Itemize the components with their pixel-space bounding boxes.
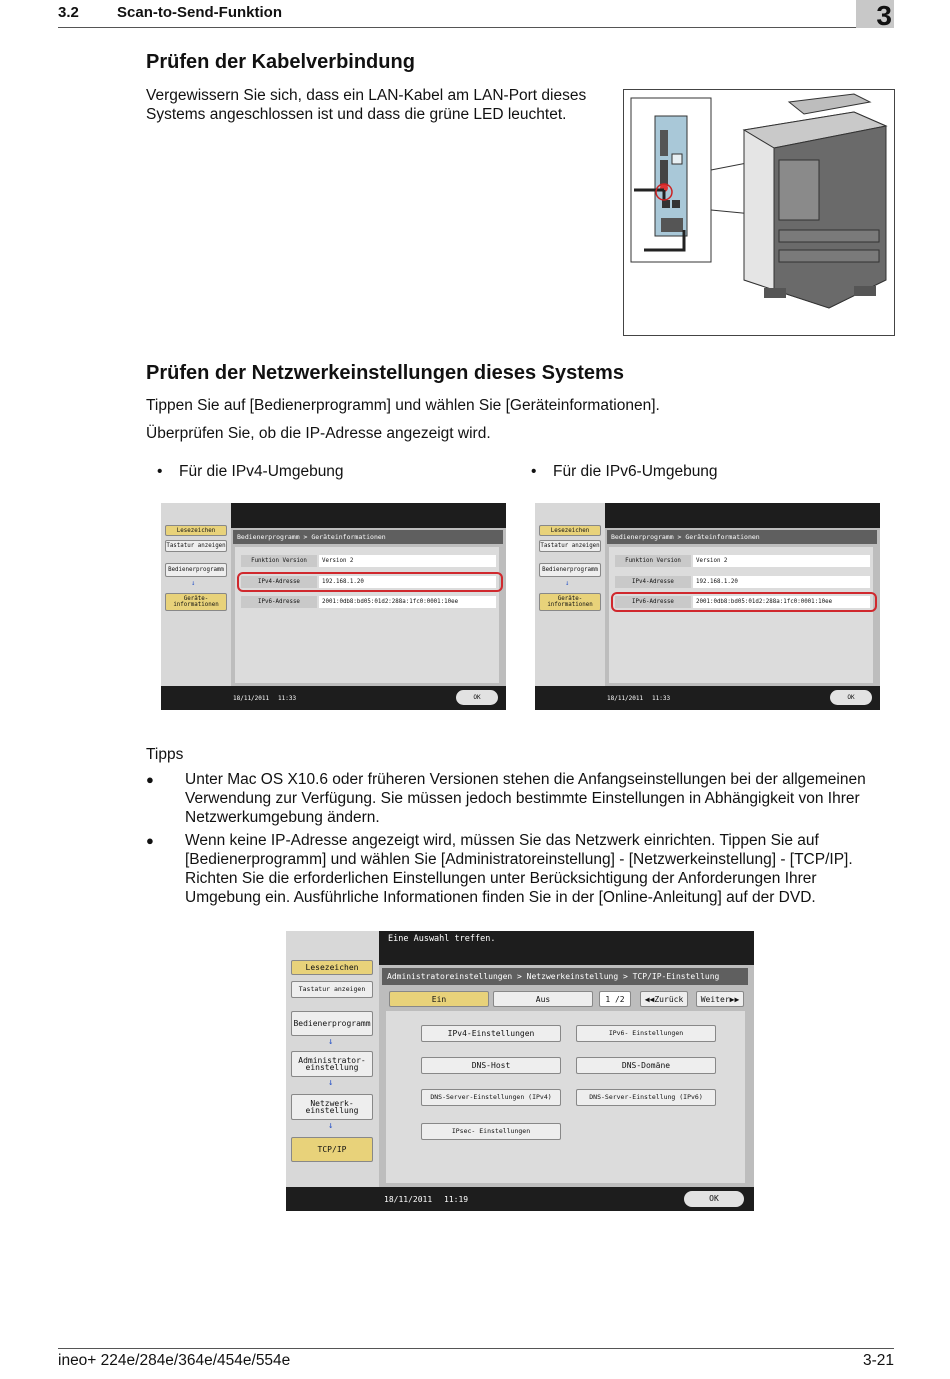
down-arrow-icon: ↓ (328, 1121, 334, 1131)
row-label: IPv4-Adresse (241, 576, 317, 588)
dns-domaene-button[interactable]: DNS-Domäne (576, 1057, 716, 1074)
tip-bullet: ● (146, 833, 154, 848)
tastatur-button[interactable]: Tastatur anzeigen (165, 540, 227, 552)
network-heading: Prüfen der Netzwerkeinstellungen dieses Systems (146, 362, 624, 384)
screen-hint: Eine Auswahl treffen. (388, 934, 496, 944)
lesezeichen-button[interactable]: Lesezeichen (291, 960, 373, 975)
info-panel (235, 547, 499, 683)
row-value: 192.168.1.20 (319, 576, 496, 588)
header-rule (58, 27, 894, 28)
highlight-ipv6 (611, 592, 877, 612)
screen-breadcrumb: Administratoreinstellungen > Netzwerkeinstellung > TCP/IP-Einstellung (382, 968, 748, 985)
zurueck-button[interactable]: ◀◀Zurück (640, 991, 688, 1007)
down-arrow-icon: ↓ (191, 579, 196, 587)
dns-server-ipv6-button[interactable]: DNS-Server-Einstellung (IPv6) (576, 1089, 716, 1106)
down-arrow-icon: ↓ (328, 1037, 334, 1047)
down-arrow-icon: ↓ (565, 579, 570, 587)
row-value: Version 2 (693, 555, 870, 567)
status-bar (161, 686, 506, 710)
cable-heading: Prüfen der Kabelverbindung (146, 51, 415, 73)
row-ipv4 (615, 576, 870, 588)
bedienerprogramm-button[interactable]: Bedienerprogramm (165, 563, 227, 577)
screen-breadcrumb: Bedienerprogramm > Geräteinformationen (233, 530, 503, 544)
status-bar (286, 1187, 754, 1211)
row-label: Funktion Version (241, 555, 317, 567)
bedienerprogramm-button[interactable]: Bedienerprogramm (539, 563, 601, 577)
weiter-button[interactable]: Weiter▶▶ (696, 991, 744, 1007)
dns-server-ipv4-button[interactable]: DNS-Server-Einstellungen (IPv4) (421, 1089, 561, 1106)
row-value: Version 2 (319, 555, 496, 567)
status-date: 18/11/2011 (233, 695, 270, 702)
administratoreinstellung-button[interactable]: Administrator- einstellung (291, 1051, 373, 1077)
geraeteinformationen-button[interactable]: Geräte- informationen (539, 593, 601, 611)
tip-text-2: Wenn keine IP-Adresse angezeigt wird, müssen Sie das Netzwerk einrichten. Tippen Sie auf [Bedienerprogramm] und wählen Sie [Administratoreinstellung] - [Netzwerkeinstellung] - [TCP/IP]. Richten Sie die erforderlichen Einstellungen unter Berücksichtigung der Anforderungen Ihrer Umgebung ein. Ausführliche Informationen finden Sie in der [Online-Anleitung] auf der DVD. (185, 832, 853, 906)
cable-text-line-1: Vergewissern Sie sich, dass ein LAN-Kabel am LAN-Port dieses (146, 87, 587, 104)
status-date: 18/11/2011 (384, 1195, 433, 1204)
network-text-1: Tippen Sie auf [Bedienerprogramm] und wählen Sie [Geräteinformationen]. (146, 397, 660, 414)
screenshot-ipv6 (535, 503, 880, 710)
bullet-ipv6-text: Für die IPv6-Umgebung (553, 463, 718, 480)
highlight-ipv4 (237, 572, 503, 592)
chapter-tab (856, 0, 894, 31)
bullet-marker: • (531, 463, 537, 480)
ok-button[interactable]: OK (456, 690, 498, 705)
bullet-ipv4-text: Für die IPv4-Umgebung (179, 463, 344, 480)
down-arrow-icon: ↓ (328, 1078, 334, 1088)
row-value: 2001:0db8:bd05:01d2:288a:1fc0:0001:10ee (693, 596, 870, 608)
bedienerprogramm-button[interactable]: Bedienerprogramm (291, 1011, 373, 1036)
netzwerkeinstellung-button[interactable]: Netzwerk- einstellung (291, 1094, 373, 1120)
info-panel (609, 547, 873, 683)
row-value: 192.168.1.20 (693, 576, 870, 588)
ipv4-einstellungen-button[interactable]: IPv4-Einstellungen (421, 1025, 561, 1042)
row-version (615, 555, 870, 567)
status-time: 11:33 (278, 695, 297, 702)
row-label: IPv6-Adresse (241, 596, 317, 608)
dns-host-button[interactable]: DNS-Host (421, 1057, 561, 1074)
lesezeichen-button[interactable]: Lesezeichen (539, 525, 601, 536)
bullet-marker: • (157, 463, 163, 480)
ein-button[interactable]: Ein (389, 991, 489, 1007)
tip-text-1: Unter Mac OS X10.6 oder früheren Versionen stehen die Anfangseinstellungen bei der allgemeinen Verwendung zur Verfügung. Sie müssen jedoch bestimmte Einstellungen in Abhängigkeit von Ihrer Netzwerkumgebung ändern. (185, 771, 866, 826)
row-value: 2001:0db8:bd05:01d2:288a:1fc0:0001:10ee (319, 596, 496, 608)
tastatur-button[interactable]: Tastatur anzeigen (539, 540, 601, 552)
ipv6-einstellungen-button[interactable]: IPv6- Einstellungen (576, 1025, 716, 1042)
section-title: Scan-to-Send-Funktion (117, 4, 282, 21)
cable-text-line-2: Systems angeschlossen ist und dass die grüne LED leuchtet. (146, 106, 567, 123)
status-date: 18/11/2011 (607, 695, 644, 702)
ok-button[interactable]: OK (830, 690, 872, 705)
section-number: 3.2 (58, 4, 79, 21)
status-bar (535, 686, 880, 710)
row-version (241, 555, 496, 567)
tcpip-button[interactable]: TCP/IP (291, 1137, 373, 1162)
printer-illustration (623, 89, 895, 336)
aus-button[interactable]: Aus (493, 991, 593, 1007)
page-number: 3-21 (862, 1352, 894, 1369)
ipsec-einstellungen-button[interactable]: IPsec- Einstellungen (421, 1123, 561, 1140)
status-time: 11:33 (652, 695, 671, 702)
status-time: 11:19 (444, 1195, 469, 1204)
lesezeichen-button[interactable]: Lesezeichen (165, 525, 227, 536)
footer-rule (58, 1348, 894, 1349)
chapter-number: 3 (876, 0, 892, 31)
screenshot-tcpip (286, 931, 754, 1211)
footer-model: ineo+ 224e/284e/364e/454e/554e (58, 1352, 291, 1369)
row-label: Funktion Version (615, 555, 691, 567)
tastatur-button[interactable]: Tastatur anzeigen (291, 981, 373, 998)
network-text-2: Überprüfen Sie, ob die IP-Adresse angezeigt wird. (146, 425, 491, 442)
row-label: IPv6-Adresse (615, 596, 691, 608)
geraeteinformationen-button[interactable]: Geräte- informationen (165, 593, 227, 611)
row-ipv6 (241, 596, 496, 608)
page-indicator: 1 /2 (599, 991, 631, 1007)
tip-bullet: ● (146, 772, 154, 787)
screenshot-ipv4 (161, 503, 506, 710)
tip-item-2 (146, 831, 881, 907)
tip-item-1 (146, 770, 881, 827)
screen-breadcrumb: Bedienerprogramm > Geräteinformationen (607, 530, 877, 544)
printer-drawing (624, 90, 894, 335)
row-label: IPv4-Adresse (615, 576, 691, 588)
ok-button[interactable]: OK (684, 1191, 744, 1207)
tips-label: Tipps (146, 746, 184, 763)
